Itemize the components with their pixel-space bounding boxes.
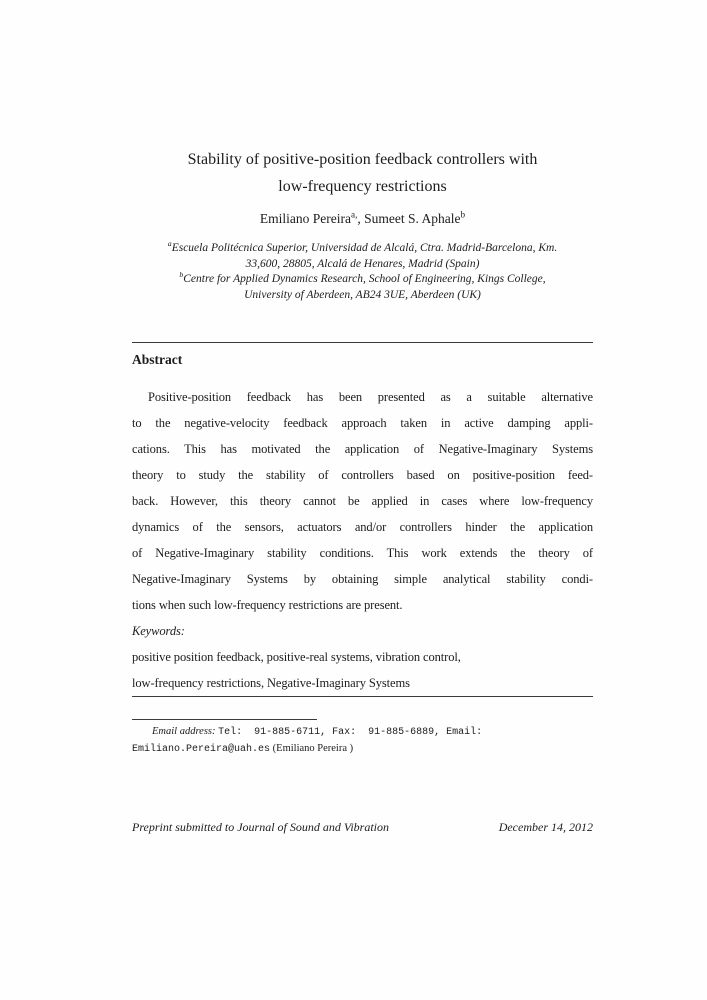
- footnote-email-label: Email address:: [152, 726, 216, 737]
- abstract-line: Negative-Imaginary Systems by obtaining simple analytical stability condi-: [132, 572, 593, 586]
- footnote-rule: [132, 719, 317, 720]
- affiliation-mark-a: a: [167, 239, 172, 249]
- author-name-1: Emiliano Pereira: [259, 211, 351, 226]
- affiliation-a-line-2: 33,600, 28805, Alcalá de Henares, Madrid (Spain): [245, 257, 480, 270]
- author-affiliation-mark-2: b: [460, 209, 466, 220]
- abstract-line: theory to study the stability of controllers based on positive-position feed-: [132, 468, 593, 482]
- paper-title-line-2: low-frequency restrictions: [278, 178, 447, 195]
- affiliation-mark-b: b: [179, 270, 184, 280]
- abstract-line: dynamics of the sensors, actuators and/or controllers hinder the application: [132, 520, 593, 534]
- affiliations: [132, 241, 593, 303]
- paper-title-line-1: Stability of positive-position feedback controllers with: [187, 151, 538, 168]
- affiliation-b-line-2: University of Aberdeen, AB24 3UE, Aberdeen (UK): [244, 288, 481, 301]
- author-affiliation-mark-1: a,: [351, 209, 358, 220]
- abstract-line: Positive-position feedback has been presented as a suitable alternative: [148, 390, 593, 404]
- affiliation-b-text: Centre for Applied Dynamics Research, School of Engineering, Kings College,: [183, 273, 546, 285]
- author-name-2: Sumeet S. Aphale: [364, 211, 461, 226]
- author-separator: ,: [357, 211, 365, 226]
- abstract-heading: Abstract: [132, 352, 183, 367]
- affiliation-a-line-1: [132, 241, 593, 257]
- abstract-line: cations. This has motivated the application of Negative-Imaginary Systems: [132, 442, 593, 456]
- footer-date: December 14, 2012: [498, 820, 593, 834]
- footnote-name-suffix: (Emiliano Pereira ): [270, 743, 354, 754]
- paper-title: [132, 146, 593, 200]
- page-footer: [132, 820, 593, 835]
- footer-preprint-note: Preprint submitted to Journal of Sound and Vibration: [132, 820, 389, 834]
- footnote: [132, 724, 593, 758]
- abstract-line: tions when such low-frequency restrictions are present.: [132, 598, 403, 612]
- abstract-bottom-rule: [132, 696, 593, 697]
- keywords-heading: Keywords:: [132, 624, 185, 638]
- footnote-line-1: [132, 724, 593, 741]
- keywords-line: low-frequency restrictions, Negative-Imaginary Systems: [132, 676, 410, 690]
- author-line: [132, 211, 593, 227]
- footnote-line-2: [132, 741, 593, 758]
- abstract-body: [132, 384, 593, 696]
- abstract-line: to the negative-velocity feedback approach taken in active damping appli-: [132, 416, 593, 430]
- abstract-top-rule: [132, 342, 593, 343]
- abstract-line: of Negative-Imaginary stability conditions. This work extends the theory of: [132, 546, 593, 560]
- affiliation-b-line-1: [132, 272, 593, 288]
- abstract-line: back. However, this theory cannot be applied in cases where low-frequency: [132, 494, 593, 508]
- affiliation-a-text: Escuela Politécnica Superior, Universidad de Alcalá, Ctra. Madrid-Barcelona, Km.: [171, 242, 558, 254]
- footnote-contact-mono: Tel: 91-885-6711, Fax: 91-885-6889, Email:: [218, 727, 483, 738]
- keywords-line: positive position feedback, positive-real systems, vibration control,: [132, 650, 461, 664]
- footnote-email-address: Emiliano.Pereira@uah.es: [132, 744, 271, 755]
